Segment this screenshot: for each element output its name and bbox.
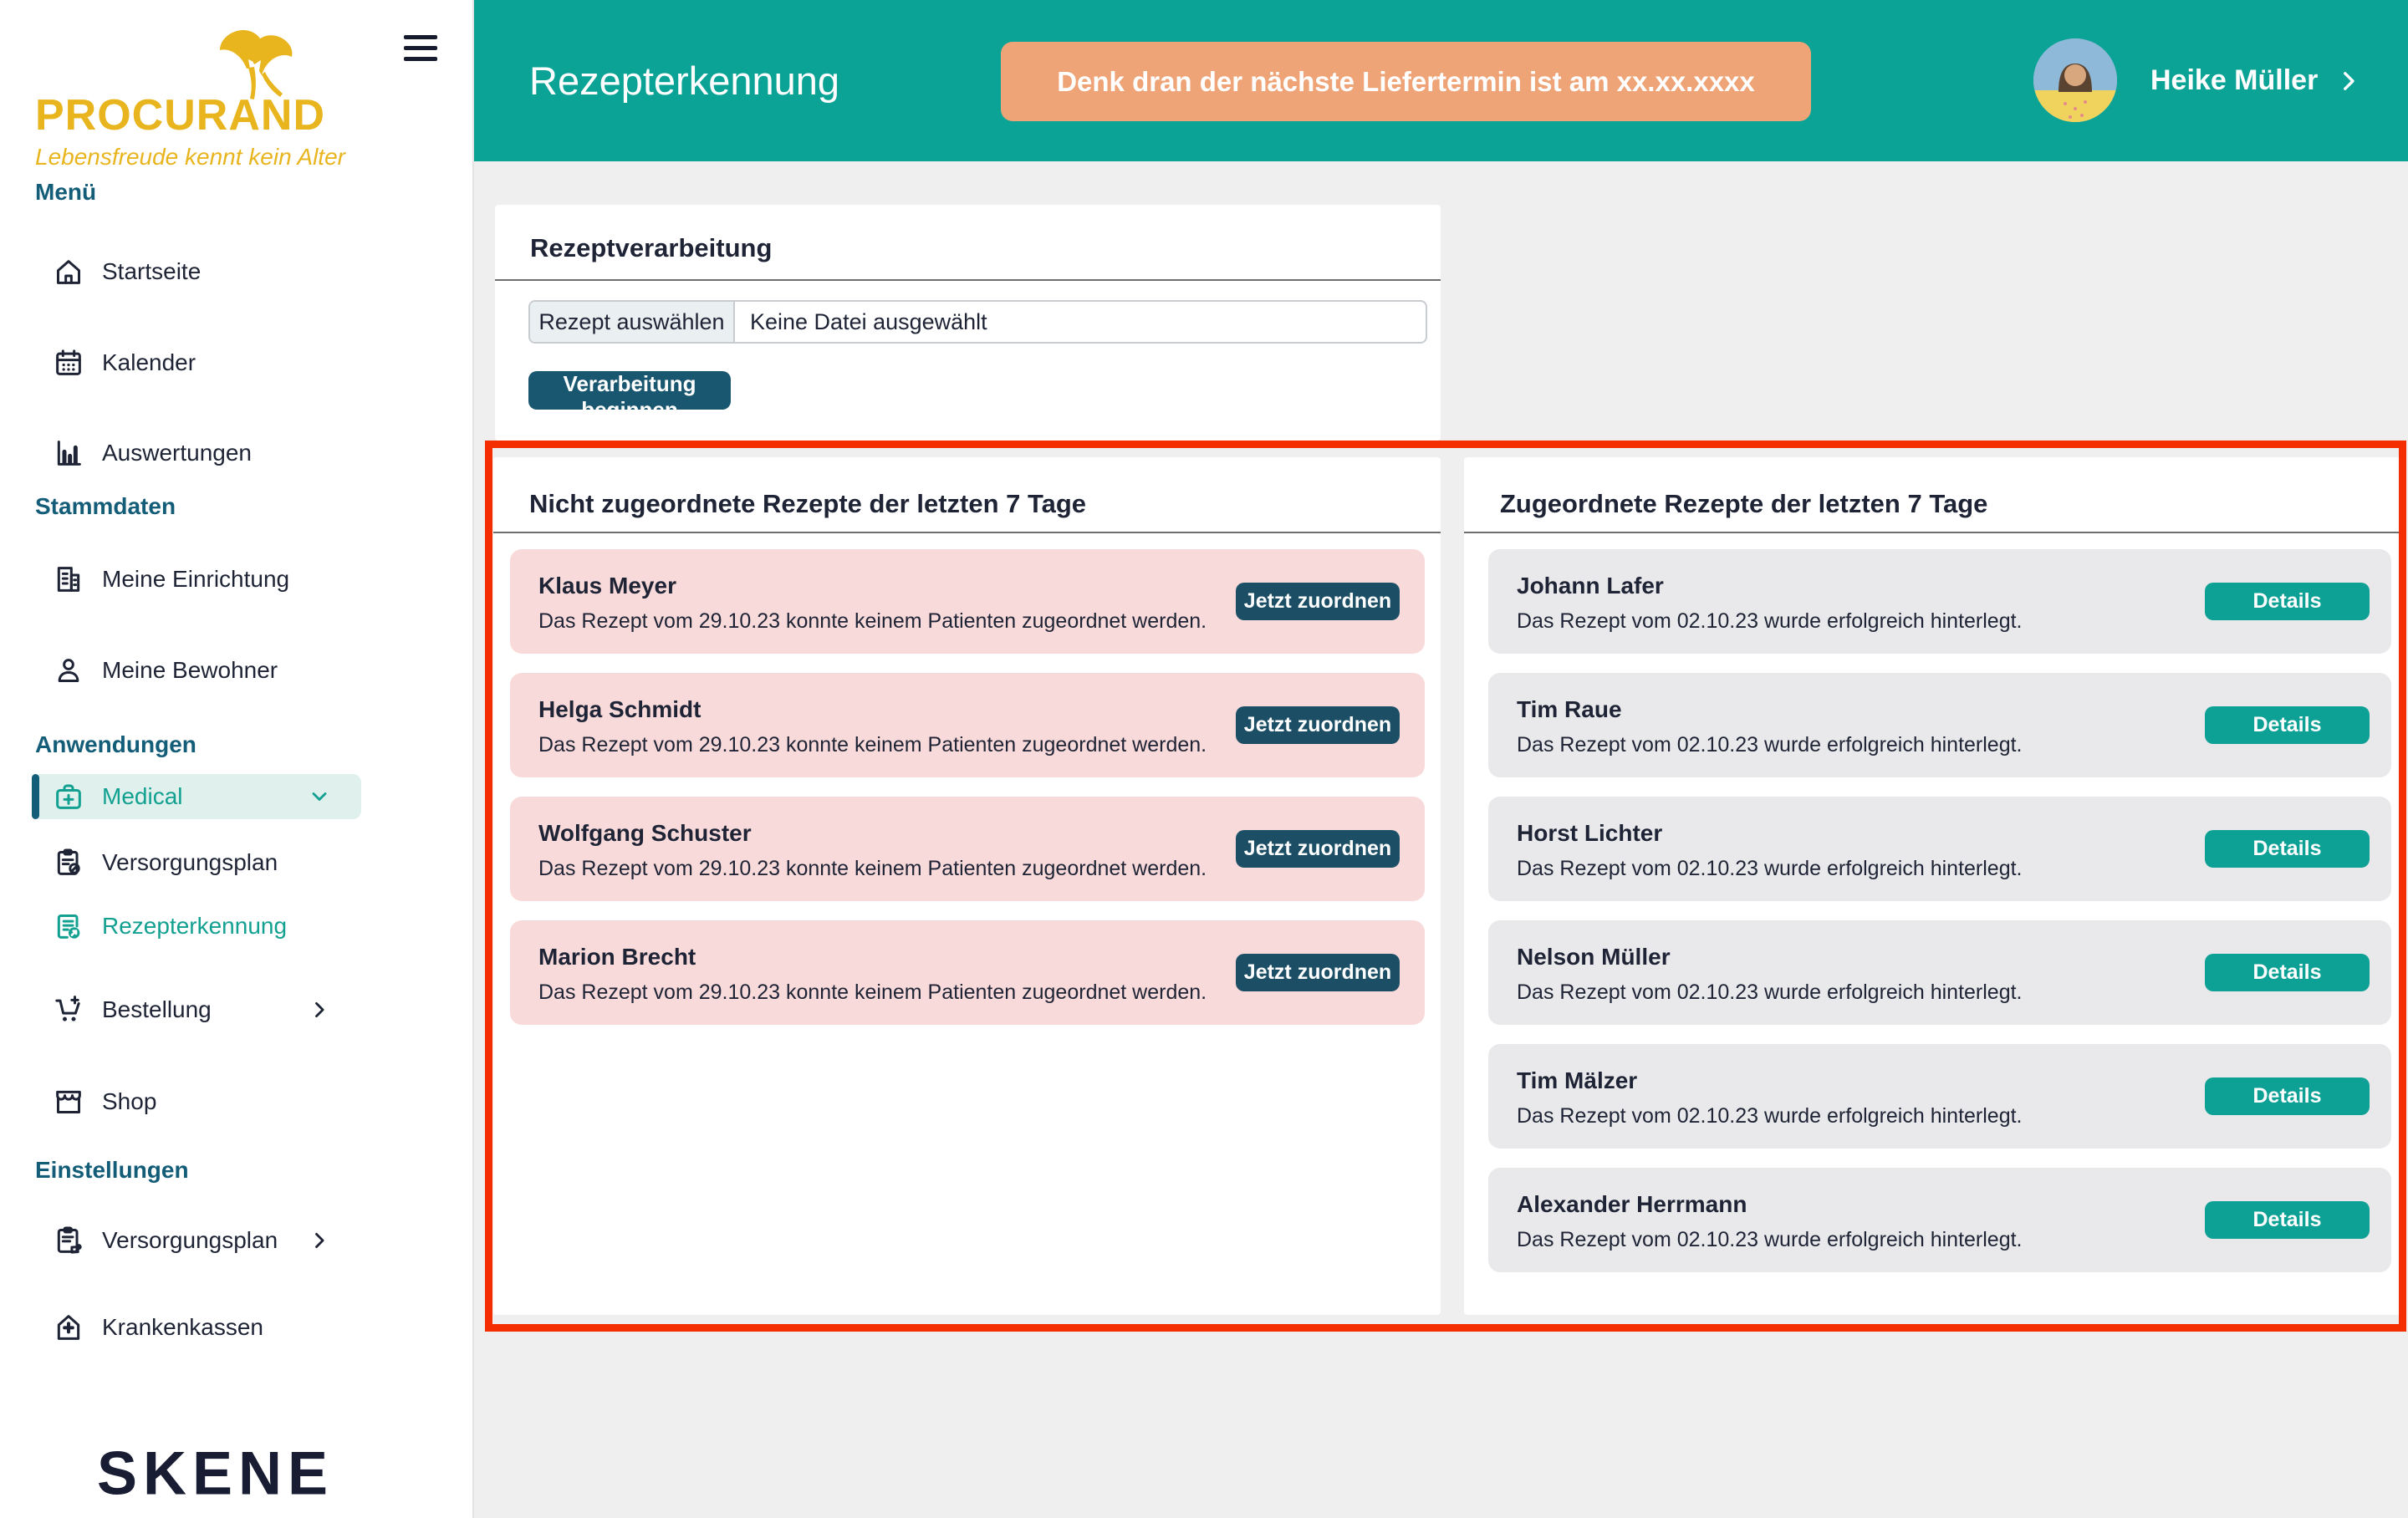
recipe-status-text: Das Rezept vom 29.10.23 konnte keinem Patienten zugeordnet werden. <box>538 733 1207 756</box>
patient-name: Helga Schmidt <box>538 696 701 722</box>
divider <box>1464 532 2403 533</box>
assigned-panel <box>1464 457 2403 1315</box>
storefront-icon <box>52 1085 85 1118</box>
details-button[interactable]: Details <box>2205 706 2370 744</box>
recipe-status-text: Das Rezept vom 02.10.23 wurde erfolgreich hinterlegt. <box>1517 981 2023 1004</box>
page-title: Rezepterkennung <box>529 59 840 103</box>
start-processing-button[interactable]: Verarbeitung beginnen <box>528 371 731 410</box>
avatar[interactable] <box>2033 38 2117 122</box>
patient-name: Horst Lichter <box>1517 820 1663 846</box>
unassigned-recipe-card <box>510 673 1425 777</box>
clipboard-pencil-icon <box>52 1224 85 1257</box>
sidebar-item-medical[interactable]: Medical <box>0 773 474 820</box>
divider <box>493 532 1441 533</box>
card-title: Rezeptverarbeitung <box>530 233 773 262</box>
details-button[interactable]: Details <box>2205 954 2370 991</box>
chevron-right-icon[interactable] <box>308 1229 331 1252</box>
building-icon <box>52 563 85 596</box>
unassigned-recipe-card <box>510 797 1425 901</box>
details-button[interactable]: Details <box>2205 1201 2370 1239</box>
section-label-menu: Menü <box>35 179 97 205</box>
banner-text: Denk dran der nächste Liefertermin ist am xx.xx.xxxx <box>1057 65 1755 97</box>
medical-bag-icon <box>52 780 85 813</box>
sidebar <box>0 0 474 1518</box>
hamburger-menu-icon[interactable] <box>404 35 437 62</box>
sidebar-item-bestellung[interactable]: Bestellung <box>0 986 474 1033</box>
recipe-status-text: Das Rezept vom 29.10.23 konnte keinem Patienten zugeordnet werden. <box>538 609 1207 633</box>
assign-now-button[interactable]: Jetzt zuordnen <box>1236 706 1400 744</box>
user-name: Heike Müller <box>2150 64 2319 96</box>
assign-now-button[interactable]: Jetzt zuordnen <box>1236 583 1400 620</box>
panel-title: Nicht zugeordnete Rezepte der letzten 7 Tage <box>529 489 1087 518</box>
recipe-status-text: Das Rezept vom 02.10.23 wurde erfolgreich hinterlegt. <box>1517 733 2023 756</box>
cart-plus-icon <box>52 993 85 1026</box>
file-status-text: Keine Datei ausgewählt <box>750 308 987 334</box>
patient-name: Klaus Meyer <box>538 573 676 599</box>
skene-logo: SKENE <box>97 1439 334 1508</box>
section-label-einstellungen: Einstellungen <box>35 1157 189 1183</box>
sidebar-item-meine-bewohner[interactable]: Meine Bewohner <box>0 647 474 694</box>
sidebar-item-startseite[interactable]: Startseite <box>0 248 474 295</box>
rezeptverarbeitung-card <box>495 205 1441 441</box>
patient-name: Johann Lafer <box>1517 573 1664 599</box>
prescription-scan-icon <box>52 909 85 943</box>
sidebar-item-auswertungen[interactable]: Auswertungen <box>0 430 474 476</box>
patient-name: Nelson Müller <box>1517 944 1671 970</box>
bar-chart-icon <box>52 436 85 470</box>
assign-now-button[interactable]: Jetzt zuordnen <box>1236 830 1400 868</box>
patient-name: Marion Brecht <box>538 944 696 970</box>
sidebar-item-rezepterkennung[interactable]: Rezepterkennung <box>0 903 474 950</box>
recipe-status-text: Das Rezept vom 02.10.23 wurde erfolgreich hinterlegt. <box>1517 1228 2023 1251</box>
sidebar-item-shop[interactable]: Shop <box>0 1078 474 1125</box>
unassigned-recipe-card <box>510 920 1425 1025</box>
sidebar-item-kalender[interactable]: Kalender <box>0 339 474 386</box>
unassigned-recipe-card <box>510 549 1425 654</box>
panel-title: Zugeordnete Rezepte der letzten 7 Tage <box>1500 489 1988 518</box>
divider <box>495 279 1441 281</box>
delivery-reminder-banner <box>1001 42 1811 121</box>
person-icon <box>52 654 85 687</box>
unassigned-panel <box>493 457 1441 1315</box>
recipe-status-text: Das Rezept vom 02.10.23 wurde erfolgreich hinterlegt. <box>1517 1104 2023 1128</box>
brand-wordmark: PROCURAND <box>35 91 325 140</box>
sidebar-item-meine-einrichtung[interactable]: Meine Einrichtung <box>0 556 474 603</box>
sidebar-item-krankenkassen[interactable]: Krankenkassen <box>0 1304 474 1351</box>
chevron-down-icon[interactable] <box>308 785 331 808</box>
recipe-status-text: Das Rezept vom 29.10.23 konnte keinem Patienten zugeordnet werden. <box>538 981 1207 1004</box>
top-header-bar <box>474 0 2408 161</box>
file-input[interactable] <box>528 300 1427 344</box>
house-medical-icon <box>52 1311 85 1344</box>
assign-now-button[interactable]: Jetzt zuordnen <box>1236 954 1400 991</box>
chevron-right-icon[interactable] <box>2334 67 2363 95</box>
file-select-button[interactable]: Rezept auswählen <box>530 302 735 342</box>
brand-tagline: Lebensfreude kennt kein Alter <box>35 144 345 170</box>
patient-name: Tim Mälzer <box>1517 1067 1638 1093</box>
patient-name: Wolfgang Schuster <box>538 820 752 846</box>
recipe-status-text: Das Rezept vom 29.10.23 konnte keinem Patienten zugeordnet werden. <box>538 857 1207 880</box>
assigned-recipe-card <box>1488 673 2391 777</box>
section-label-stammdaten: Stammdaten <box>35 493 176 519</box>
details-button[interactable]: Details <box>2205 1077 2370 1115</box>
home-icon <box>52 255 85 288</box>
assigned-recipe-card <box>1488 1044 2391 1149</box>
chevron-right-icon[interactable] <box>308 998 331 1021</box>
details-button[interactable]: Details <box>2205 583 2370 620</box>
details-button[interactable]: Details <box>2205 830 2370 868</box>
calendar-icon <box>52 346 85 380</box>
sidebar-item-versorgungsplan[interactable]: Versorgungsplan <box>0 839 474 886</box>
recipe-status-text: Das Rezept vom 02.10.23 wurde erfolgreich hinterlegt. <box>1517 857 2023 880</box>
patient-name: Alexander Herrmann <box>1517 1191 1747 1217</box>
assigned-recipe-card <box>1488 920 2391 1025</box>
sidebar-item-versorgungsplan-einstellungen[interactable]: Versorgungsplan <box>0 1217 474 1264</box>
assigned-recipe-card <box>1488 1168 2391 1272</box>
patient-name: Tim Raue <box>1517 696 1622 722</box>
section-label-anwendungen: Anwendungen <box>35 731 196 757</box>
assigned-recipe-card <box>1488 797 2391 901</box>
assigned-recipe-card <box>1488 549 2391 654</box>
clipboard-pill-icon <box>52 846 85 879</box>
recipe-status-text: Das Rezept vom 02.10.23 wurde erfolgreich hinterlegt. <box>1517 609 2023 633</box>
